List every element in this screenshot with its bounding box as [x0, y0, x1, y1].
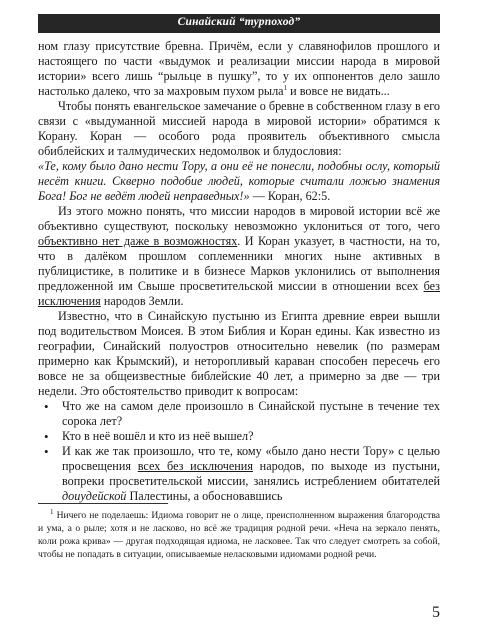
list-item-text-c: Палестины, а обосновавшись — [126, 489, 283, 503]
paragraph-1-text-b: и вовсе не видать... — [287, 84, 390, 98]
koran-quote-reference: — Коран, 62:5. — [249, 189, 331, 203]
main-text — [38, 39, 440, 504]
paragraph-3-underlined-phrase: объективно нет даже в возможностях — [38, 234, 238, 248]
running-header — [38, 14, 440, 33]
list-item-underlined-phrase: всех без исключения — [137, 459, 253, 473]
question-list — [38, 399, 440, 504]
footnote — [38, 509, 440, 561]
footnote-ref[interactable]: 1 — [283, 83, 288, 92]
page-number: 5 — [432, 604, 440, 621]
paragraph-2: Чтобы понять евангельское замечание о бревне в собственном глазу в его связи с «выдуманной миссией народа в мировой истории» обратимся к Корану. Коран — особого рода проявитель объективного смысла обиблейских и талмудических недомолвок и блудословия: — [38, 99, 440, 158]
koran-quote-text: «Те, кому было дано нести Тору, а они её не понесли, подобны ослу, который несёт книги. Скверно подобие людей, которые считали ложью знамения Бога! Бог не ведёт людей неправедных!» — [38, 159, 440, 203]
paragraph-4: Известно, что в Синайскую пустыню из Египта древние евреи вышли под водительством Моисея. В этом Библия и Коран едины. Как известно из географии, Синайский полуостров относительно невелик (по размерам примерно как Крымский), и неторопливый караван способен пересечь его вовсе не за общеизвестные библейские 40 лет, а примерно за две — три недели. Это обстоятельство приводит к вопросам: — [38, 309, 440, 398]
footnote-text: Ничего не поделаешь: Идиома говорит не о лице, преисполненном выражения благородства и ума, а о рыле; хотя и не ласково, но всё же традиция родной речи. «Неча на зеркало пенять, коли рожа крива» — другая подходящая идиома, не ласковее. Так что следует смотреть за собой, чтобы не попадать в ситуации, описываемые неласковыми идиомами родной речи. — [38, 510, 440, 560]
list-item-italic-word: доиудейской — [62, 489, 127, 503]
footnote-paragraph — [38, 509, 440, 561]
paragraph-3-underlined-phrase-2: без исключения — [38, 279, 440, 308]
paragraph-3-text-b: . И Коран указует, в частности, на то, что в далёком прошлом соплеменники многих ныне активных в публицистике, в политике и в бизнесе Марков уклонились от выполнения предложенной им Свыше просветительской миссии в отношении всех — [38, 234, 441, 293]
footnote-number: 1 — [50, 507, 54, 516]
paragraph-1-text-a: ном глазу присутствие бревна. Причём, если у славянофилов прошлого и настоящего по части «выдумок и реализации миссии народа в мировой истории» всего лишь “рыльце в пушку”, то у их оппонентов дело зашло настолько далеко, что за махровым пухом рыла — [38, 39, 440, 98]
running-header-title: Синайский “турпоход” — [177, 16, 301, 28]
footnote-divider — [38, 503, 168, 504]
paragraph-3-text-c: народов Земли. — [100, 294, 184, 308]
list-item: • Кто в неё вошёл и кто из неё вышел? — [38, 429, 440, 444]
list-item — [38, 444, 440, 504]
paragraph-3 — [38, 204, 440, 309]
paragraph-3-text-a: Из этого можно понять, что миссии народов в мировой истории всё же объективно существуют, поскольку невозможно уклониться от того, чего — [38, 204, 440, 233]
koran-quote — [38, 159, 440, 204]
paragraph-1 — [38, 39, 440, 99]
list-item: • Что же на самом деле произошло в Синайской пустыне в течение тех сорока лет? — [38, 399, 440, 429]
list-item-text-a: И как же так произошло, что те, кому «было дано нести Тору» с целью просвещения — [62, 444, 440, 473]
list-item-text-b: народов, по выходе из пустыни, вопреки просветительской миссии, занялись истреблением обитателей — [62, 459, 440, 488]
